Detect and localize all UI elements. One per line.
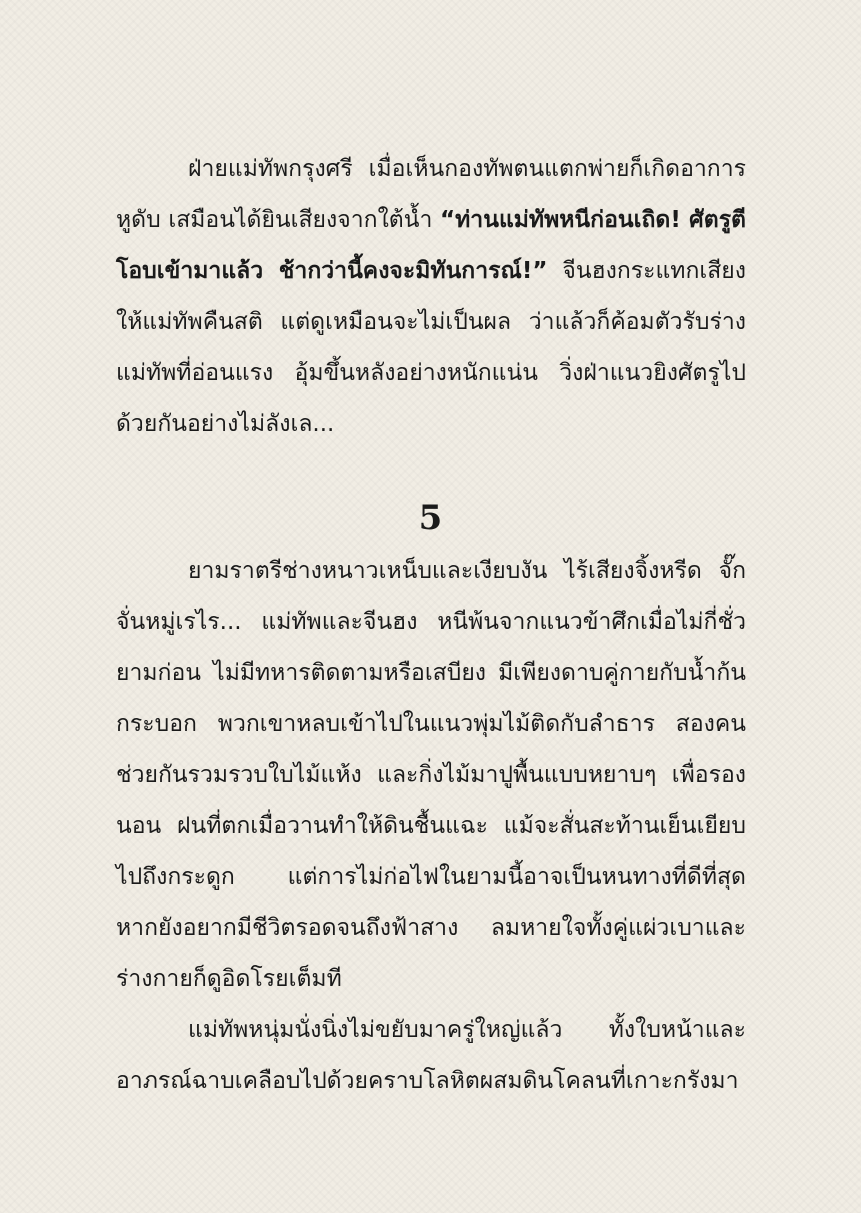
paragraph-escape <box>116 144 746 450</box>
paragraph-general: แม่ทัพหนุ่มนั่งนิ่งไม่ขยับมาครู่ใหญ่แล้ว ทั้งใบหน้าและอาภรณ์ฉาบเคลือบไปด้วยคราบโลหิตผสมดินโคลนที่เกาะกรังมา <box>116 1017 746 1094</box>
chapter-number: 5 <box>418 498 443 538</box>
paragraph-night: ยามราตรีช่างหนาวเหน็บและเงียบงัน ไร้เสียงจิ้งหรีด จั๊กจั่นหมู่เรไร... แม่ทัพและจีนฮง หนีพ้นจากแนวข้าศึกเมื่อไม่กี่ชั่วยามก่อน ไม่มีทหารติดตามหรือเสบียง มีเพียงดาบคู่กายกับน้ำก้นกระบอก พวกเขาหลบเข้าไปในแนวพุ่มไม้ติดกับลำธาร สองคนช่วยกันรวมรวบใบไม้แห้ง และกิ่งไม้มาปูพื้นแบบหยาบๆ เพื่อรองนอน ฝนที่ตกเมื่อวานทำให้ดินชื้นแฉะ แม้จะสั่นสะท้านเย็นเยียบไปถึงกระดูก แต่การไม่ก่อไฟในยามนี้อาจเป็นหนทางที่ดีที่สุด หากยังอยากมีชีวิตรอดจนถึงฟ้าสาง ลมหายใจทั้งคู่แผ่วเบาและร่างกายก็ดูอิดโรยเต็มที <box>116 558 746 992</box>
paragraph-escape-opening: ฝ่ายแม่ทัพกรุงศรี เมื่อเห็นกองทัพตนแตกพ่ายก็เกิดอาการหูดับ เสมือนได้ยินเสียงจากใต้น้ำ <box>116 156 746 233</box>
section-one <box>116 144 746 450</box>
dialogue-quote: “ท่านแม่ทัพหนีก่อนเถิด! ศัตรูตีโอบเข้ามาแล้ว ช้ากว่านี้คงจะมิทันการณ์!” <box>116 207 746 284</box>
section-two <box>116 546 746 1107</box>
paragraph-escape-closing: จีนฮงกระแทกเสียงให้แม่ทัพคืนสติ แต่ดูเหมือนจะไม่เป็นผล ว่าแล้วก็ค้อมตัวรับร่างแม่ทัพที่อ่อนแรง อุ้มขึ้นหลังอย่างหนักแน่น วิ่งฝ่าแนวยิงศัตรูไปด้วยกันอย่างไม่ลังเล... <box>116 258 746 437</box>
